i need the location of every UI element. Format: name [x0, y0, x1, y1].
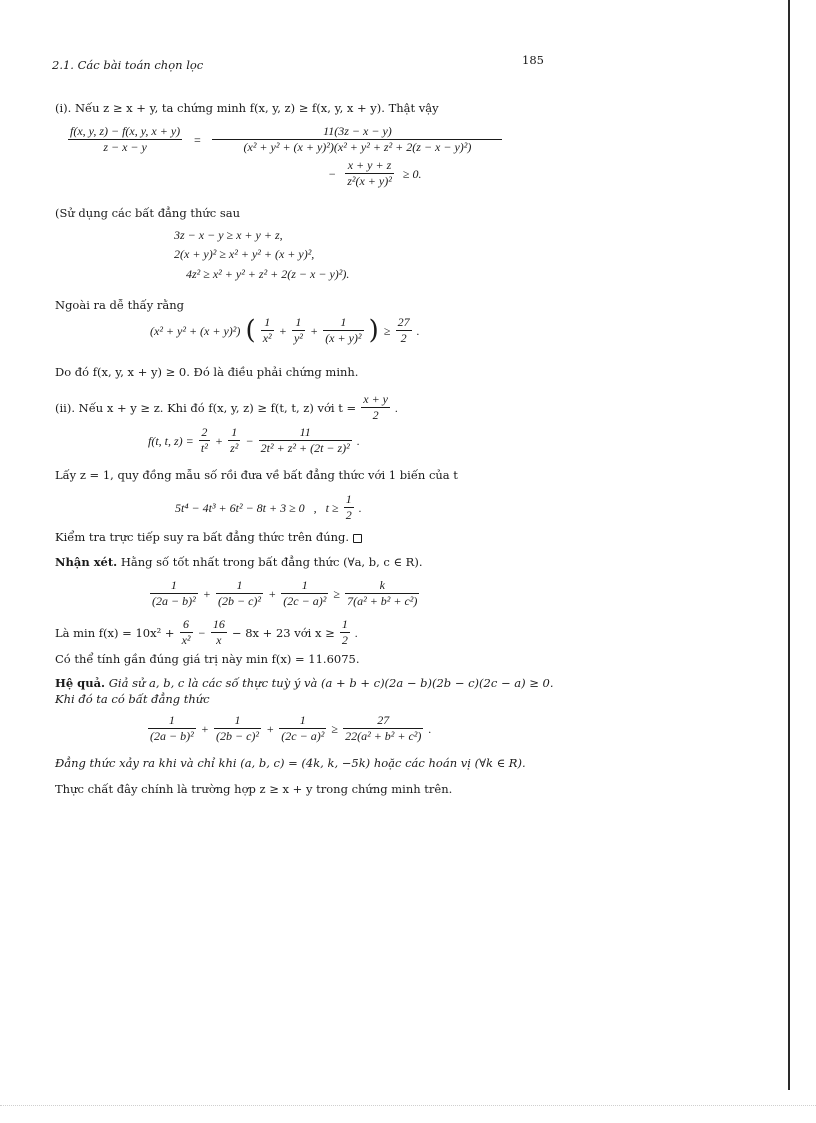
using-ineq-2: 2(x + y)² ≥ x² + y² + (x + y)², [174, 247, 315, 261]
r-f3-den: (2c − a)² [283, 594, 327, 608]
also-f1 [261, 315, 274, 346]
using-ineq-3: 4z² ≥ x² + y² + z² + 2(z − x − y)²). [186, 267, 350, 281]
c-f3-num: 1 [279, 713, 326, 729]
f2-den: y² [293, 331, 303, 345]
r-f1-den: (2a − b)² [152, 594, 196, 608]
ge-sign: ≥ [331, 722, 338, 736]
using-ineq-1: 3z − x − y ≥ x + y + z, [174, 228, 283, 242]
rhs1-fraction [212, 124, 502, 155]
equality-line: Đẳng thức xảy ra khi và chỉ khi (a, b, c) = (4k, k, −5k) hoặc các hoán vị (∀k ∈ R). [55, 756, 526, 770]
open-paren: ( [245, 315, 256, 346]
c-f1-num: 1 [148, 713, 196, 729]
c-rhs-num: 27 [343, 713, 423, 729]
plus: + [202, 587, 211, 601]
remark-text: Hằng số tốt nhất trong bất đẳng thức (∀a, b, c ∈ R). [120, 555, 423, 569]
also-lhs: (x² + y² + (x + y)²) [150, 324, 241, 338]
c-f2 [214, 713, 261, 744]
m1-fraction [180, 617, 193, 648]
also-rhs [396, 315, 412, 346]
remark-line [55, 555, 422, 569]
r-f2-den: (2b − c)² [217, 594, 261, 608]
b-den: z² [230, 441, 239, 455]
dot: . [416, 324, 420, 338]
ge-zero: ≥ 0. [402, 167, 422, 181]
plus: + [266, 722, 275, 736]
k-num: k [345, 578, 419, 594]
a-num: 2 [199, 425, 210, 441]
case-i-intro: (i). Nếu z ≥ x + y, ta chứng minh f(x, y, z) ≥ f(x, y, x + y). Thật vậy [55, 101, 439, 115]
also-f3 [323, 315, 363, 346]
m2-num: 16 [212, 617, 225, 631]
f-ttz-equation [148, 425, 360, 456]
rhs1-numerator: 11(3z − x − y) [212, 124, 502, 140]
c-rhs [343, 713, 423, 744]
remark-inequality [150, 578, 419, 609]
also-inequality [150, 315, 420, 346]
dot: . [358, 501, 362, 515]
dot: . [356, 434, 360, 448]
lhs-numerator: f(x, y, z) − f(x, y, x + y) [70, 124, 181, 138]
r-k [345, 578, 419, 609]
t-num: x + y [363, 392, 388, 406]
corollary-line [55, 676, 554, 690]
ge-sign: ≥ [383, 324, 391, 338]
ge-sign: ≥ [333, 587, 340, 601]
b-num: 1 [228, 425, 240, 441]
half-num: 1 [345, 492, 352, 506]
a-den: t² [200, 441, 208, 455]
take-z-line: Lấy z = 1, quy đồng mẫu số rồi đưa về bất đẳng thức với 1 biến của t [55, 468, 458, 482]
check-line [55, 530, 362, 544]
t-fraction [361, 392, 390, 423]
also-f2 [292, 315, 305, 346]
f1-den: x² [262, 331, 272, 345]
f-ttz-lhs: f(t, t, z) = [148, 434, 194, 448]
m2-den: x [216, 633, 222, 647]
min-line [55, 617, 358, 648]
k-den: 7(a² + b² + c²) [347, 594, 418, 608]
dot: . [428, 722, 432, 736]
case-i-equation-line2 [328, 158, 422, 189]
case-ii-intro-line [55, 392, 398, 423]
c-f2-den: (2b − c)² [215, 729, 259, 743]
m1-num: 6 [180, 617, 193, 633]
m2-fraction [211, 617, 227, 648]
equals-sign: = [193, 133, 202, 147]
dot: . [354, 626, 358, 640]
lhs-denominator: z − x − y [103, 140, 147, 154]
c-f3-den: (2c − a)² [281, 729, 325, 743]
qed-square-icon [353, 534, 362, 543]
plus: + [200, 722, 209, 736]
corollary-text: Giả sử a, b, c là các số thực tuỳ ý và (a + b + c)(2a − b)(2b − c)(2c − a) ≥ 0. [108, 676, 554, 690]
r-f2-num: 1 [216, 578, 263, 594]
half-fraction [340, 617, 350, 648]
plus: + [214, 434, 223, 448]
corollary-line-2: Khi đó ta có bất đẳng thức [55, 692, 210, 706]
page-bottom-rule [0, 1105, 816, 1106]
section-title: 2.1. Các bài toán chọn lọc [52, 58, 204, 72]
m1-den: x² [181, 633, 191, 647]
c-den: 2t² + z² + (2t − z)² [260, 441, 350, 455]
half-den: 2 [341, 633, 348, 647]
f1-num: 1 [261, 315, 274, 331]
c-rhs-den: 22(a² + b² + c²) [345, 729, 422, 743]
corollary-inequality [148, 713, 432, 744]
dot: . [395, 401, 399, 415]
r-f3-num: 1 [281, 578, 328, 594]
lhs-fraction [68, 124, 182, 155]
plus: + [278, 324, 287, 338]
page-edge-line [788, 0, 790, 1090]
b-fraction [228, 425, 240, 456]
rhs2-numerator: x + y + z [345, 158, 394, 174]
approx-line: Có thể tính gần đúng giá trị này min f(x) = 11.6075. [55, 652, 360, 666]
rhs2-denominator: z²(x + y)² [347, 174, 392, 188]
f2-num: 1 [292, 315, 305, 331]
f3-den: (x + y)² [325, 331, 362, 345]
page-number: 185 [522, 53, 544, 67]
c-num: 11 [259, 425, 352, 441]
r-f1 [150, 578, 198, 609]
c-f1-den: (2a − b)² [150, 729, 194, 743]
minus: − [245, 434, 254, 448]
rhs2-fraction [345, 158, 394, 189]
plus: + [268, 587, 277, 601]
case-i-equation [68, 124, 502, 155]
remark-label: Nhận xét. [55, 555, 118, 569]
f3-num: 1 [323, 315, 363, 331]
poly-text: 5t⁴ − 4t³ + 6t² − 8t + 3 ≥ 0 , t ≥ [175, 501, 339, 515]
poly-inequality [175, 492, 362, 523]
half-fraction [344, 492, 354, 523]
c-f3 [279, 713, 326, 744]
t-den: 2 [372, 408, 379, 422]
plus: + [309, 324, 319, 338]
c-f2-num: 1 [214, 713, 261, 729]
final-line: Thực chất đây chính là trường hợp z ≥ x + y trong chứng minh trên. [55, 782, 453, 796]
rhs1-denominator: (x² + y² + (x + y)²)(x² + y² + z² + 2(z − x − y)²) [243, 140, 472, 154]
min-post: − 8x + 23 với x ≥ [231, 626, 335, 640]
rhs-den: 2 [400, 331, 407, 345]
r-f1-num: 1 [150, 578, 198, 594]
half-den: 2 [345, 508, 352, 522]
min-pre: Là min f(x) = 10x² + [55, 626, 175, 640]
c-fraction [259, 425, 352, 456]
case-ii-intro: (ii). Nếu x + y ≥ z. Khi đó f(x, y, z) ≥ f(t, t, z) với t = [55, 401, 357, 415]
c-f1 [148, 713, 196, 744]
half-num: 1 [341, 617, 348, 631]
r-f2 [216, 578, 263, 609]
minus-sign: − [328, 167, 337, 181]
rhs-num: 27 [397, 315, 410, 329]
r-f3 [281, 578, 328, 609]
close-paren: ) [368, 315, 379, 346]
corollary-label: Hệ quả. [55, 676, 106, 690]
check-text: Kiểm tra trực tiếp suy ra bất đẳng thức trên đúng. [55, 530, 350, 544]
a-fraction [199, 425, 210, 456]
minus: − [197, 626, 206, 640]
using-intro: (Sử dụng các bất đẳng thức sau [55, 206, 241, 220]
conclusion-i: Do đó f(x, y, x + y) ≥ 0. Đó là điều phải chứng minh. [55, 365, 359, 379]
also-intro: Ngoài ra dễ thấy rằng [55, 298, 184, 312]
